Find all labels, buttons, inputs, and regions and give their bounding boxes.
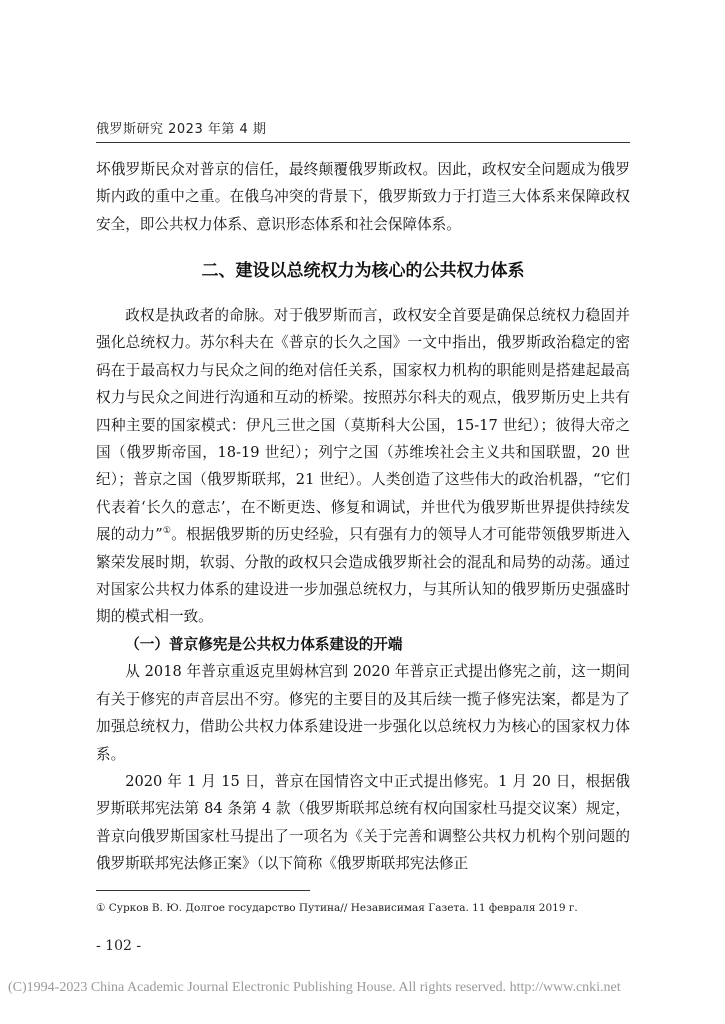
intro-paragraph: 坏俄罗斯民众对普京的信任，最终颠覆俄罗斯政权。因此，政权安全问题成为俄罗斯内政的重中之重。在俄乌冲突的背景下，俄罗斯致力于打造三大体系来保障政权安全，即公共权力体系、意识形态体系和社会保障体系。 [96, 161, 630, 233]
intro-block [96, 156, 630, 238]
paragraph-1-continuation: 。根据俄罗斯的历史经验，只有强有力的领导人才可能带领俄罗斯进入繁荣发展时期，软弱、分散的政权只会造成俄罗斯社会的混乱和局势的动荡。通过对国家公共权力体系的建设进一步加强总统权力，与其所认知的俄罗斯历史强盛时期的模式相一致。 [96, 526, 630, 626]
paragraph-1-text: 政权是执政者的命脉。对于俄罗斯而言，政权安全首要是确保总统权力稳固并强化总统权力。苏尔科夫在《普京的长久之国》一文中指出，俄罗斯政治稳定的密码在于最高权力与民众之间的绝对信任关系，国家权力机构的职能则是搭建起最高权力与民众之间进行沟通和互动的桥梁。按照苏尔科夫的观点，俄罗斯历史上共有四种主要的国家模式：伊凡三世之国（莫斯科大公国，15-17 世纪）；彼得大帝之国（俄罗斯帝国，18-19 世纪）；列宁之国（苏维埃社会主义共和国联盟，20 世纪）；普京之国（俄罗斯联邦，21 世纪）。人类创造了这些伟大的政治机器，“它们代表着‘长久的意志’，在不断更迭、修复和调试，并世代为俄罗斯世界提供持续发展的动力” [96, 307, 630, 544]
section-body [96, 302, 630, 878]
page-number: - 102 - [96, 938, 142, 954]
header-rule [96, 142, 630, 143]
section-paragraph-1 [96, 302, 630, 631]
footnote: ① Сурков В. Ю. Долгое государство Путина// Независимая Газета. 11 февраля 2019 г. [96, 902, 578, 914]
section-title: 二、建设以总统权力为核心的公共权力体系 [201, 261, 525, 281]
subsection-paragraph-1: 从 2018 年普京重返克里姆林宫到 2020 年普京正式提出修宪之前，这一期间有关于修宪的声音层出不穷。修宪的主要目的及其后续一揽子修宪法案，都是为了加强总统权力，借助公共权力体系建设进一步强化以总统权力为核心的国家权力体系。 [96, 663, 630, 763]
subsection-paragraph-2: 2020 年 1 月 15 日，普京在国情咨文中正式提出修宪。1 月 20 日，根据俄罗斯联邦宪法第 84 条第 4 款（俄罗斯联邦总统有权向国家杜马提交议案）规定，普京向俄罗斯国家杜马提出了一项名为《关于完善和调整公共权力机构个别问题的俄罗斯联邦宪法修正案》（以下简称《俄罗斯联邦宪法修正 [96, 772, 630, 873]
subsection-title: （一）普京修宪是公共权力体系建设的开端 [125, 635, 403, 653]
running-head: 俄罗斯研究 2023 年第 4 期 [96, 122, 267, 137]
copyright-watermark: (C)1994-2023 China Academic Journal Electronic Publishing House. All rights reserved. http://www.cnki.net [8, 980, 621, 995]
footnote-marker[interactable]: ① [162, 526, 172, 537]
footnote-rule [96, 890, 310, 891]
